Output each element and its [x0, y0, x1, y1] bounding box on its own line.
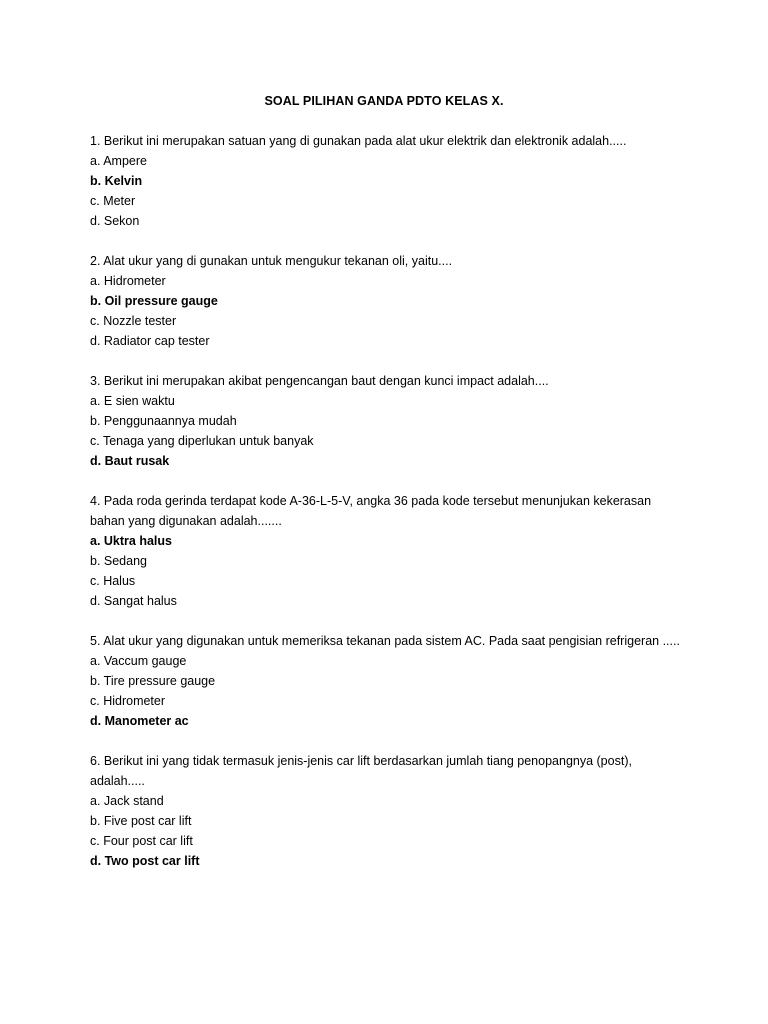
option-a: a. Ampere: [90, 154, 147, 168]
option-b: b. Five post car lift: [90, 814, 192, 828]
question-4: [90, 491, 680, 611]
option-c: c. Halus: [90, 574, 136, 588]
question-1: [90, 131, 680, 231]
option-d: d. Radiator cap tester: [90, 334, 210, 348]
option-b: b. Kelvin: [90, 174, 143, 188]
option-b: b. Tire pressure gauge: [90, 674, 216, 688]
option-a: a. Vaccum gauge: [90, 654, 187, 668]
option-b: b. Sedang: [90, 554, 147, 568]
option-c: c. Meter: [90, 194, 136, 208]
option-c: c. Nozzle tester: [90, 314, 177, 328]
option-b: b. Penggunaannya mudah: [90, 414, 237, 428]
question-6: [90, 751, 680, 871]
option-c: c. Hidrometer: [90, 694, 166, 708]
option-a: a. Hidrometer: [90, 274, 166, 288]
question-text: 5. Alat ukur yang digunakan untuk memeriksa tekanan pada sistem AC. Pada saat pengisian refrigeran .....: [90, 634, 680, 648]
option-c: c. Four post car lift: [90, 834, 193, 848]
question-text: 3. Berikut ini merupakan akibat pengencangan baut dengan kunci impact adalah....: [90, 374, 549, 388]
option-a: a. E sien waktu: [90, 394, 175, 408]
document-title: SOAL PILIHAN GANDA PDTO KELAS X.: [264, 94, 504, 108]
option-d: d. Baut rusak: [90, 454, 170, 468]
option-b: b. Oil pressure gauge: [90, 294, 218, 308]
option-d: d. Two post car lift: [90, 854, 200, 868]
question-list: [90, 131, 680, 891]
option-c: c. Tenaga yang diperlukan untuk banyak: [90, 434, 314, 448]
question-3: [90, 371, 680, 471]
question-text: 4. Pada roda gerinda terdapat kode A-36-L-5-V, angka 36 pada kode tersebut menunjukan kekerasan bahan yang digunakan adalah.......: [90, 494, 652, 528]
question-5: [90, 631, 680, 731]
question-text: 1. Berikut ini merupakan satuan yang di gunakan pada alat ukur elektrik dan elektronik adalah.....: [90, 134, 627, 148]
option-d: d. Sekon: [90, 214, 140, 228]
question-text: 6. Berikut ini yang tidak termasuk jenis-jenis car lift berdasarkan jumlah tiang penopangnya (post), adalah.....: [90, 754, 632, 788]
option-a: a. Uktra halus: [90, 534, 172, 548]
option-d: d. Manometer ac: [90, 714, 189, 728]
question-text: 2. Alat ukur yang di gunakan untuk mengukur tekanan oli, yaitu....: [90, 254, 453, 268]
option-d: d. Sangat halus: [90, 594, 177, 608]
question-2: [90, 251, 680, 351]
option-a: a. Jack stand: [90, 794, 164, 808]
